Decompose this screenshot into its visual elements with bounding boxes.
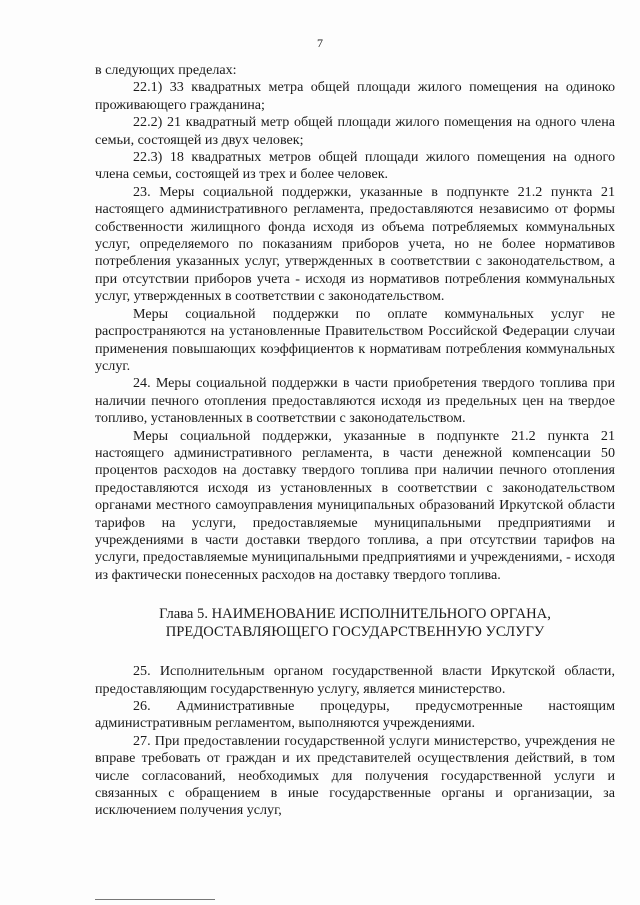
- paragraphs-before: [95, 62, 615, 584]
- paragraph-24: 24. Меры социальной поддержки в части приобретения твердого топлива при наличии печного отопления предоставляются исходя из предельных цен на твердое топливо, установленных в соответствии с законодательством.: [95, 375, 615, 427]
- paragraph-22-2: 22.2) 21 квадратный метр общей площади жилого помещения на одного члена семьи, состоящей из двух человек;: [95, 114, 615, 148]
- paragraphs-after: [95, 663, 615, 820]
- chapter-heading-line-1: Глава 5. НАИМЕНОВАНИЕ ИСПОЛНИТЕЛЬНОГО ОРГАНА,: [159, 606, 551, 623]
- chapter-heading-line-2: ПРЕДОСТАВЛЯЮЩЕГО ГОСУДАРСТВЕННУЮ УСЛУГУ: [165, 624, 545, 641]
- paragraph-22-3: 22.3) 18 квадратных метров общей площади жилого помещения на одного члена семьи, состоящей из трех и более человек.: [95, 149, 615, 183]
- paragraph-26: 26. Административные процедуры, предусмотренные настоящим административным регламентом, выполняются учреждениями.: [95, 698, 615, 732]
- paragraph-27: 27. При предоставлении государственной услуги министерство, учреждения не вправе требовать от граждан и их представителей осуществления действий, в том числе согласований, необходимых для получения государственной услуги и связанных с обращением в иные государственные органы и организации, за исключением получения услуг,: [95, 732, 615, 819]
- body-text: [95, 62, 615, 820]
- paragraph-intro: в следующих пределах:: [95, 62, 237, 78]
- paragraph-24-b: Меры социальной поддержки, указанные в подпункте 21.2 пункта 21 настоящего административного регламента, в части денежной компенсации 50 процентов расходов на доставку твердого топлива при наличии печного отопления предоставляются исходя из установленных в соответствии с законодательством органами местного самоуправления муниципальных образований Иркутской области тарифов на услуги, предоставляемые муниципальными предприятиями и учреждениями в части доставки твердого топлива, а при отсутствии тарифов на услуги, предоставляемые муниципальными предприятиями и учреждениями, - исходя из фактически понесенных расходов на доставку твердого топлива.: [95, 427, 615, 583]
- chapter-heading: [95, 584, 615, 663]
- paragraph-25: 25. Исполнительным органом государственной власти Иркутской области, предоставляющим государственную услугу, является министерство.: [95, 663, 615, 697]
- footnote-rule: [95, 899, 215, 900]
- paragraph-23-b: Меры социальной поддержки по оплате коммунальных услуг не распространяются на установленные Правительством Российской Федерации случаи применения повышающих коэффициентов к нормативам потребления коммунальных услуг.: [95, 305, 615, 374]
- page-number: 7: [317, 36, 323, 50]
- paragraph-23: 23. Меры социальной поддержки, указанные в подпункте 21.2 пункта 21 настоящего административного регламента, предоставляются независимо от формы собственности жилищного фонда исходя из объема потребляемых коммунальных услуг, определяемого по показаниям приборов учета, но не более нормативов потребления указанных услуг, утвержденных в соответствии с законодательством, а при отсутствии приборов учета - исходя из нормативов потребления коммунальных услуг, утвержденных в соответствии с законодательством.: [95, 183, 615, 305]
- paragraph-22-1: 22.1) 33 квадратных метра общей площади жилого помещения на одиноко проживающего гражданина;: [95, 79, 615, 113]
